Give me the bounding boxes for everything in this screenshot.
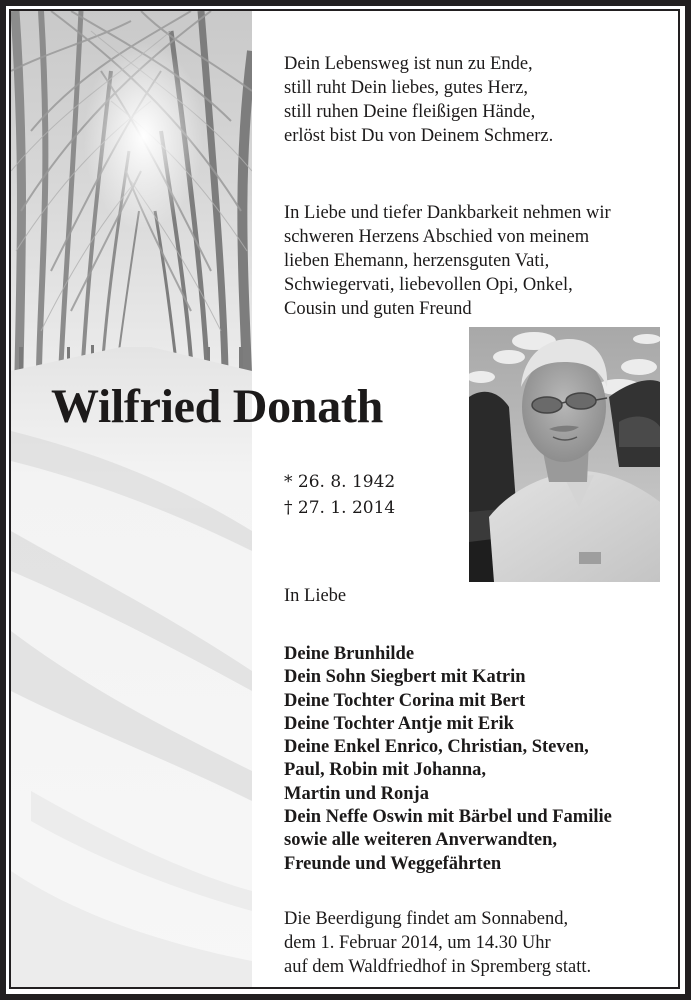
funeral-details: [284, 907, 591, 979]
mourners-list: [284, 643, 612, 876]
portrait-photo: [469, 327, 660, 582]
poem-line: erlöst bist Du von Deinem Schmerz.: [284, 126, 554, 146]
poem-line: still ruht Dein liebes, gutes Herz,: [284, 78, 529, 98]
mourner-line: Martin und Ronja: [284, 783, 429, 804]
intro-line: lieben Ehemann, herzensguten Vati,: [284, 251, 550, 271]
intro-line: In Liebe und tiefer Dankbarkeit nehmen wir: [284, 203, 611, 223]
mourner-line: Dein Neffe Oswin mit Bärbel und Familie: [284, 807, 612, 828]
mourner-line: Deine Brunhilde: [284, 644, 415, 664]
deceased-name: Wilfried Donath: [51, 380, 383, 433]
closing-text: In Liebe: [284, 586, 347, 606]
mourner-line: Freunde und Weggefährten: [284, 853, 502, 874]
mourner-line: Dein Sohn Siegbert mit Katrin: [284, 667, 526, 688]
intro-line: schweren Herzens Abschied von meinem: [284, 227, 590, 247]
poem-verse: [284, 52, 553, 148]
intro-line: Schwiegervati, liebevollen Opi, Onkel,: [284, 275, 573, 295]
poem-line: Dein Lebensweg ist nun zu Ende,: [284, 54, 533, 74]
mourner-line: Deine Tochter Corina mit Bert: [284, 690, 526, 711]
funeral-line: dem 1. Februar 2014, um 14.30 Uhr: [284, 933, 551, 953]
funeral-line: auf dem Waldfriedhof in Spremberg statt.: [284, 957, 592, 977]
mourner-line: Paul, Robin mit Johanna,: [284, 760, 487, 781]
obituary-notice: [9, 9, 680, 989]
closing-phrase: [284, 584, 346, 608]
funeral-line: Die Beerdigung findet am Sonnabend,: [284, 909, 569, 929]
farewell-intro: [284, 201, 611, 321]
death-date: † 27. 1. 2014: [284, 498, 396, 518]
mourner-line: sowie alle weiteren Anverwandten,: [284, 830, 558, 851]
life-dates: [284, 469, 395, 521]
intro-line: Cousin und guten Freund: [284, 299, 472, 319]
mourner-line: Deine Enkel Enrico, Christian, Steven,: [284, 737, 589, 758]
mourner-line: Deine Tochter Antje mit Erik: [284, 713, 514, 734]
birth-date: * 26. 8. 1942: [284, 472, 396, 492]
poem-line: still ruhen Deine fleißigen Hände,: [284, 102, 536, 122]
tree-alley-photo: [11, 11, 252, 987]
